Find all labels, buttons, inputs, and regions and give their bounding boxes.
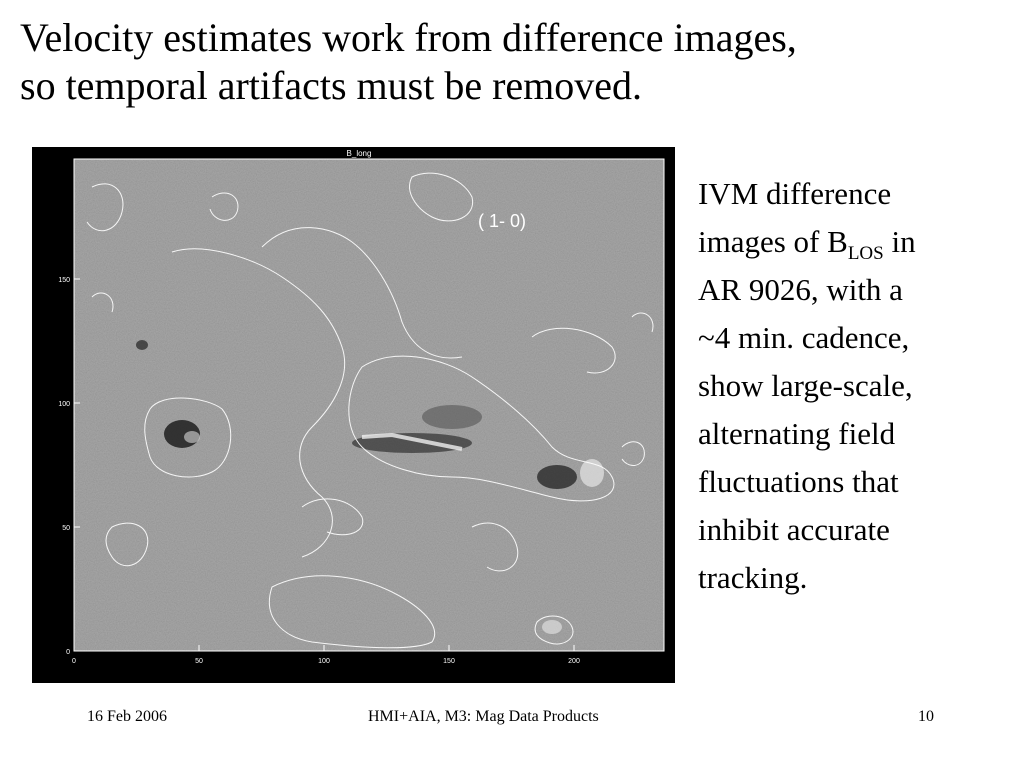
caption-line: tracking. (698, 560, 808, 595)
x-tick-label: 150 (443, 658, 455, 665)
magnetogram-plot (32, 147, 675, 683)
caption-line: IVM difference (698, 176, 892, 211)
difference-image-figure (32, 147, 675, 683)
caption-text (698, 170, 1008, 602)
frame-annotation: ( 1- 0) (478, 211, 527, 231)
caption-fragment: images of B (698, 224, 848, 259)
footer-title: HMI+AIA, M3: Mag Data Products (368, 708, 599, 725)
caption-line: show large-scale, (698, 368, 913, 403)
slide-title-line-1: Velocity estimates work from difference images, (20, 15, 797, 60)
caption-line: alternating field (698, 416, 896, 451)
x-tick-label: 100 (318, 658, 330, 665)
footer-date: 16 Feb 2006 (87, 708, 167, 725)
y-tick-label: 150 (58, 277, 70, 284)
plot-title: B_long (346, 149, 372, 158)
x-tick-label: 0 (72, 658, 76, 665)
x-tick-label: 50 (195, 658, 203, 665)
slide-title (20, 14, 1020, 110)
caption-line: inhibit accurate (698, 512, 890, 547)
y-tick-label: 0 (66, 649, 70, 656)
map-noise (74, 159, 664, 651)
page-number: 10 (918, 708, 934, 725)
slide-title-line-2: so temporal artifacts must be removed. (20, 63, 643, 108)
caption-line: ~4 min. cadence, (698, 320, 910, 355)
caption-fragment: in (883, 224, 916, 259)
caption-subscript: LOS (847, 243, 884, 264)
x-tick-label: 200 (568, 658, 580, 665)
caption-line-blos (698, 218, 1008, 266)
y-tick-label: 100 (58, 401, 70, 408)
caption-line: AR 9026, with a (698, 272, 903, 307)
caption-line: fluctuations that (698, 464, 899, 499)
y-tick-label: 50 (62, 525, 70, 532)
